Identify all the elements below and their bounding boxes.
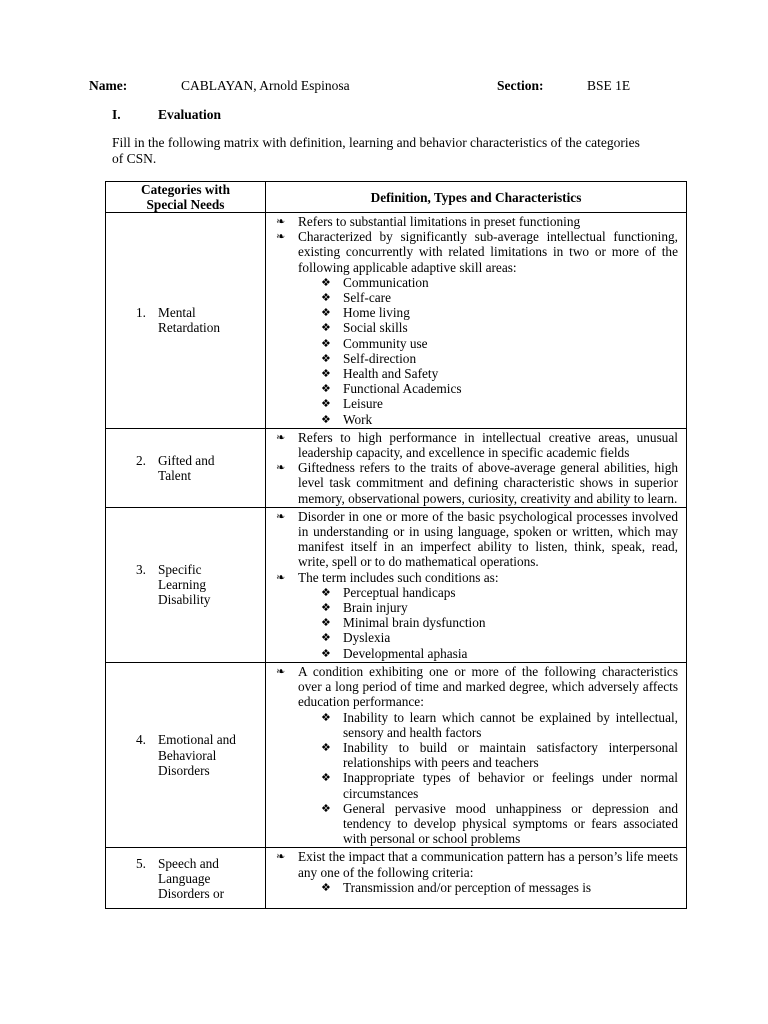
section-value: BSE 1E [587,78,631,93]
list-item [276,460,678,506]
bullet-icon: ❧ [276,430,286,444]
diamond-bullet-icon: ❖ [321,275,331,289]
list-item-text: The term includes such conditions as: [298,569,499,585]
category-name: Speech and Language Disorders or [158,855,225,901]
sub-list-item [276,770,678,800]
list-item [276,430,678,460]
sub-list-item-text: Social skills [343,320,408,336]
definition-cell [266,662,687,847]
category-cell [106,848,266,909]
category-name: Gifted and Talent [158,452,215,483]
list-item-text: Disorder in one or more of the basic psychological processes involved in understanding or in using language, spoken or written, which may manifest itself in an imperfect ability to listen, think, speak, read, write, spell or to do mathematical operations. [298,508,678,570]
category-number: 4. [136,732,146,748]
category-cell [106,213,266,429]
category-name: Mental Retardation [158,305,221,336]
definition-cell [266,848,687,909]
sub-list-item-text: Inability to learn which cannot be explained by intellectual, sensory and health factors [343,709,678,740]
sub-list-item-text: Minimal brain dysfunction [343,615,486,631]
definition-cell [266,213,687,429]
sub-list-item-text: Health and Safety [343,366,439,382]
category-cell [106,507,266,662]
bullet-icon: ❧ [276,215,286,228]
category-number: 1. [136,305,146,321]
bullet-icon: ❧ [276,230,286,244]
sub-list-item-text: Self-care [343,290,391,306]
diamond-bullet-icon: ❖ [321,880,331,894]
list-item-text: Refers to substantial limitations in preset functioning [298,214,581,229]
sub-list-item-text: Self-direction [343,350,417,366]
category-cell [106,428,266,507]
sub-list-item [276,880,678,895]
definition-cell [266,428,687,507]
column-header-categories: Categories with Special Needs [106,182,266,213]
table-row [106,213,687,429]
diamond-bullet-icon: ❖ [321,801,331,815]
diamond-bullet-icon: ❖ [321,336,331,350]
diamond-bullet-icon: ❖ [321,616,331,630]
sub-list-item [276,305,678,320]
sub-list-item-text: Brain injury [343,600,408,616]
sub-list-item-text: Inappropriate types of behavior or feelings under normal circumstances [343,770,678,801]
sub-list-item [276,740,678,770]
sub-list-item-text: Work [343,411,373,427]
sub-list-item [276,336,678,351]
bullet-icon: ❧ [276,850,286,864]
list-item-text: Exist the impact that a communication pattern has a person’s life meets any one of the following criteria: [298,849,678,880]
sub-list-item [276,600,678,615]
bullet-icon: ❧ [276,509,286,523]
sub-list-item [276,351,678,366]
diamond-bullet-icon: ❖ [321,321,331,335]
list-item [276,214,678,229]
sub-list-item [276,381,678,396]
category-number: 3. [136,562,146,578]
sub-list-item-text: Leisure [343,396,383,412]
list-item-text: Characterized by significantly sub-average intellectual functioning, existing concurrently with related limitations in two or more of the following applicable adaptive skill areas: [298,229,678,275]
sub-list-item-text: Functional Academics [343,381,462,397]
diamond-bullet-icon: ❖ [321,646,331,660]
name-value: CABLAYAN, Arnold Espinosa [181,78,350,93]
sub-list-item [276,801,678,847]
bullet-icon: ❧ [276,461,286,475]
diamond-bullet-icon: ❖ [321,601,331,615]
sub-list-item-text: Community use [343,335,428,351]
diamond-bullet-icon: ❖ [321,710,331,724]
diamond-bullet-icon: ❖ [321,382,331,396]
instructions-text: Fill in the following matrix with definition, learning and behavior characteristics of the categories of CSN. [112,135,640,166]
sub-list-item-text: Inability to build or maintain satisfactory interpersonal relationships with peers and teachers [343,739,678,771]
sub-list-item [276,290,678,305]
list-item [276,849,678,879]
section-title: Evaluation [158,107,222,122]
sub-list-item [276,630,678,645]
list-item-text: Refers to high performance in intellectual creative areas, unusual leadership capacity, and excellence in specific academic fields [298,429,678,461]
sub-list-item [276,585,678,600]
sub-list-item-text: Developmental aphasia [343,645,468,661]
table-header-row [106,182,687,213]
section-number: I. [112,107,121,122]
diamond-bullet-icon: ❖ [321,351,331,365]
diamond-bullet-icon: ❖ [321,367,331,381]
list-item [276,570,678,585]
section-label: Section: [497,78,544,93]
diamond-bullet-icon: ❖ [321,306,331,320]
sub-list-item [276,366,678,381]
list-item [276,509,678,570]
category-name: Specific Learning Disability [158,562,211,608]
list-item-text: Giftedness refers to the traits of above-average general abilities, high level task commitment and defining characteristic shows in superior memory, observational powers, curiosity, creativity and ability to learn. [298,460,678,506]
definition-cell [266,507,687,662]
category-cell [106,662,266,847]
diamond-bullet-icon: ❖ [321,412,331,426]
diamond-bullet-icon: ❖ [321,631,331,645]
diamond-bullet-icon: ❖ [321,771,331,785]
sub-list-item-text: Communication [343,274,429,290]
sub-list-item [276,412,678,427]
sub-list-item-text: Transmission and/or perception of messages is [343,879,592,895]
bullet-icon: ❧ [276,570,286,584]
sub-list-item-text: General pervasive mood unhappiness or depression and tendency to develop physical symptoms or fears associated with personal or school problems [343,800,678,847]
bullet-icon: ❧ [276,664,286,678]
sub-list-item [276,710,678,740]
name-label: Name: [89,78,128,93]
diamond-bullet-icon: ❖ [321,585,331,599]
list-item-text: A condition exhibiting one or more of the following characteristics over a long period of time and marked degree, which adversely affects education performance: [298,663,678,710]
category-name: Emotional and Behavioral Disorders [158,732,236,778]
sub-list-item [276,615,678,630]
sub-list-item [276,275,678,290]
list-item [276,664,678,710]
list-item [276,229,678,275]
sub-list-item-text: Dyslexia [343,630,391,646]
table-row [106,507,687,662]
sub-list-item-text: Perceptual handicaps [343,584,456,600]
table-row [106,428,687,507]
sub-list-item-text: Home living [343,305,410,321]
sub-list-item [276,396,678,411]
table-row [106,662,687,847]
category-number: 2. [136,452,146,468]
table-row [106,848,687,909]
diamond-bullet-icon: ❖ [321,397,331,411]
column-header-definition: Definition, Types and Characteristics [266,182,687,213]
category-number: 5. [136,855,146,871]
sub-list-item [276,646,678,661]
csn-matrix-table [105,181,687,909]
diamond-bullet-icon: ❖ [321,291,331,305]
sub-list-item [276,320,678,335]
diamond-bullet-icon: ❖ [321,740,331,754]
